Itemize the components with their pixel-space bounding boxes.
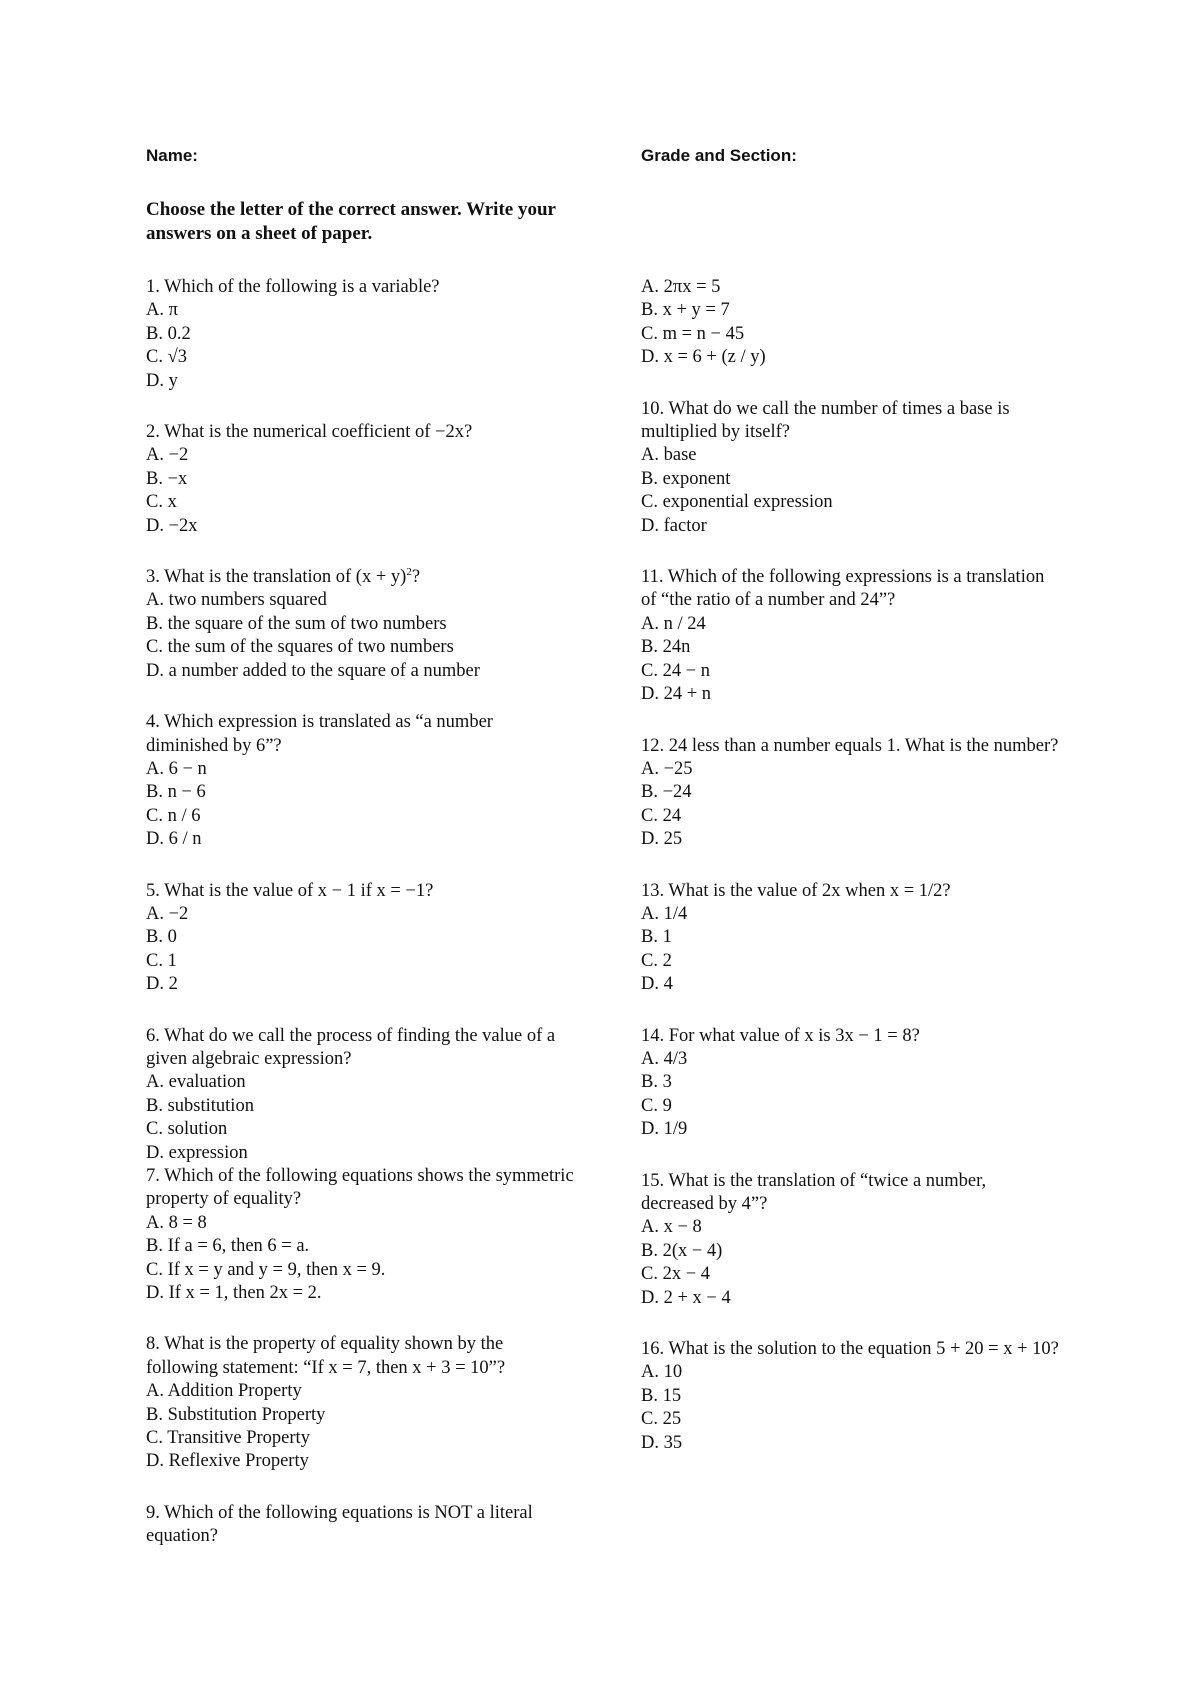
option-d: D. 35 bbox=[641, 1432, 683, 1453]
question-7 bbox=[146, 1165, 576, 1305]
question-text bbox=[146, 566, 576, 589]
option-d: D. 24 + n bbox=[641, 684, 712, 705]
option-a: A. −2 bbox=[146, 903, 189, 924]
option-d: D. expression bbox=[146, 1142, 248, 1163]
grade-section-label: Grade and Section: bbox=[641, 146, 797, 165]
question-15 bbox=[641, 1170, 1061, 1310]
question-text: 5. What is the value of x − 1 if x = −1? bbox=[146, 880, 434, 901]
question-text: 2. What is the numerical coefficient of −2x? bbox=[146, 422, 473, 443]
option-d: D. y bbox=[146, 370, 178, 391]
option-c: C. 1 bbox=[146, 950, 177, 971]
option-b: B. 1 bbox=[641, 927, 672, 948]
option-c: C. Transitive Property bbox=[146, 1428, 310, 1449]
question-5 bbox=[146, 880, 576, 997]
option-d: D. 2 + x − 4 bbox=[641, 1287, 731, 1308]
option-c: C. 24 − n bbox=[641, 660, 711, 681]
option-c: C. If x = y and y = 9, then x = 9. bbox=[146, 1259, 386, 1280]
option-a: A. −2 bbox=[146, 445, 189, 466]
question-text: 4. Which expression is translated as “a number diminished by 6”? bbox=[146, 712, 493, 756]
option-a: A. two numbers squared bbox=[146, 590, 327, 611]
option-c: C. n / 6 bbox=[146, 805, 201, 826]
option-c: C. 25 bbox=[641, 1409, 682, 1430]
question-text: 1. Which of the following is a variable? bbox=[146, 277, 440, 297]
option-b: B. 3 bbox=[641, 1072, 672, 1093]
option-a: A. π bbox=[146, 300, 178, 321]
option-b: B. x + y = 7 bbox=[641, 300, 730, 321]
option-d: D. factor bbox=[641, 515, 707, 536]
option-b: B. the square of the sum of two numbers bbox=[146, 613, 447, 634]
question-10 bbox=[641, 398, 1061, 538]
option-b: B. 15 bbox=[641, 1385, 682, 1406]
option-b: B. n − 6 bbox=[146, 782, 206, 803]
option-a: A. 1/4 bbox=[641, 903, 688, 924]
option-b: B. If a = 6, then 6 = a. bbox=[146, 1236, 310, 1257]
question-text: 8. What is the property of equality shown by the following statement: “If x = 7, then x + 3 = 10”? bbox=[146, 1334, 506, 1378]
question-6 bbox=[146, 1025, 576, 1165]
option-a: A. Addition Property bbox=[146, 1381, 302, 1402]
question-text: 10. What do we call the number of times a base is multiplied by itself? bbox=[641, 398, 1010, 443]
question-text: 7. Which of the following equations shows the symmetric property of equality? bbox=[146, 1166, 574, 1210]
option-b: B. 0 bbox=[146, 927, 177, 948]
option-a: A. x − 8 bbox=[641, 1217, 702, 1238]
option-c: C. 24 bbox=[641, 805, 682, 826]
option-b: B. −x bbox=[146, 468, 188, 489]
option-a: A. n / 24 bbox=[641, 613, 706, 634]
option-c: C. x bbox=[146, 492, 177, 513]
option-d: D. 1/9 bbox=[641, 1119, 688, 1140]
question-13 bbox=[641, 880, 1061, 997]
option-c: C. 9 bbox=[641, 1095, 672, 1116]
option-b: B. Substitution Property bbox=[146, 1404, 326, 1425]
left-column bbox=[146, 276, 576, 1577]
question-text: 15. What is the translation of “twice a number, decreased by 4”? bbox=[641, 1170, 987, 1214]
question-text: 9. Which of the following equations is NOT a literal equation? bbox=[146, 1502, 533, 1547]
option-a: A. evaluation bbox=[146, 1072, 246, 1093]
option-a: A. 10 bbox=[641, 1362, 683, 1383]
option-b: B. 24n bbox=[641, 637, 691, 658]
option-a: A. base bbox=[641, 445, 697, 466]
option-b: B. 2(x − 4) bbox=[641, 1240, 723, 1261]
question-text: 12. 24 less than a number equals 1. What is the number? bbox=[641, 735, 1059, 756]
question-text: 13. What is the value of 2x when x = 1/2? bbox=[641, 880, 951, 901]
option-a: A. 2πx = 5 bbox=[641, 277, 721, 297]
question-text: 11. Which of the following expressions is a translation of “the ratio of a number and 24”? bbox=[641, 567, 1045, 611]
question-2 bbox=[146, 421, 576, 538]
question-14 bbox=[641, 1025, 1061, 1142]
question-text-main: 3. What is the translation of (x + y) bbox=[146, 567, 407, 588]
option-a: A. 8 = 8 bbox=[146, 1212, 207, 1233]
option-d: D. Reflexive Property bbox=[146, 1451, 309, 1472]
option-c: C. √3 bbox=[146, 347, 187, 368]
option-b: B. substitution bbox=[146, 1095, 254, 1116]
option-b: B. exponent bbox=[641, 468, 731, 489]
question-4 bbox=[146, 711, 576, 851]
option-c: C. solution bbox=[146, 1119, 228, 1140]
name-label: Name: bbox=[146, 146, 198, 165]
exponent: 2 bbox=[406, 565, 412, 578]
question-11 bbox=[641, 566, 1061, 706]
question-8 bbox=[146, 1333, 576, 1473]
option-d: D. 6 / n bbox=[146, 829, 202, 850]
question-text: 6. What do we call the process of finding the value of a given algebraic expression? bbox=[146, 1025, 556, 1069]
question-3 bbox=[146, 566, 576, 683]
option-c: C. 2x − 4 bbox=[641, 1264, 711, 1285]
right-column bbox=[641, 276, 1061, 1483]
question-text-end: ? bbox=[411, 567, 421, 588]
option-d: D. a number added to the square of a number bbox=[146, 660, 480, 681]
question-12 bbox=[641, 735, 1061, 852]
option-b: B. 0.2 bbox=[146, 323, 191, 344]
question-text: 14. For what value of x is 3x − 1 = 8? bbox=[641, 1025, 920, 1046]
question-text: 16. What is the solution to the equation 5 + 20 = x + 10? bbox=[641, 1339, 1059, 1360]
option-d: D. If x = 1, then 2x = 2. bbox=[146, 1283, 322, 1304]
option-b: B. −24 bbox=[641, 782, 692, 803]
instructions: Choose the letter of the correct answer. Write your answers on a sheet of paper. bbox=[146, 199, 556, 244]
option-c: C. exponential expression bbox=[641, 492, 833, 513]
option-d: D. 2 bbox=[146, 974, 178, 995]
question-9 bbox=[146, 1502, 576, 1549]
question-1 bbox=[146, 276, 576, 393]
option-c: C. the sum of the squares of two numbers bbox=[146, 637, 454, 658]
question-16 bbox=[641, 1338, 1061, 1455]
option-c: C. 2 bbox=[641, 950, 672, 971]
option-d: D. −2x bbox=[146, 515, 198, 536]
question-9-options bbox=[641, 276, 1061, 370]
option-c: C. m = n − 45 bbox=[641, 323, 745, 344]
option-a: A. 6 − n bbox=[146, 758, 207, 779]
option-d: D. x = 6 + (z / y) bbox=[641, 347, 766, 368]
option-d: D. 25 bbox=[641, 829, 683, 850]
option-a: A. −25 bbox=[641, 758, 693, 779]
option-d: D. 4 bbox=[641, 974, 673, 995]
option-a: A. 4/3 bbox=[641, 1048, 688, 1069]
